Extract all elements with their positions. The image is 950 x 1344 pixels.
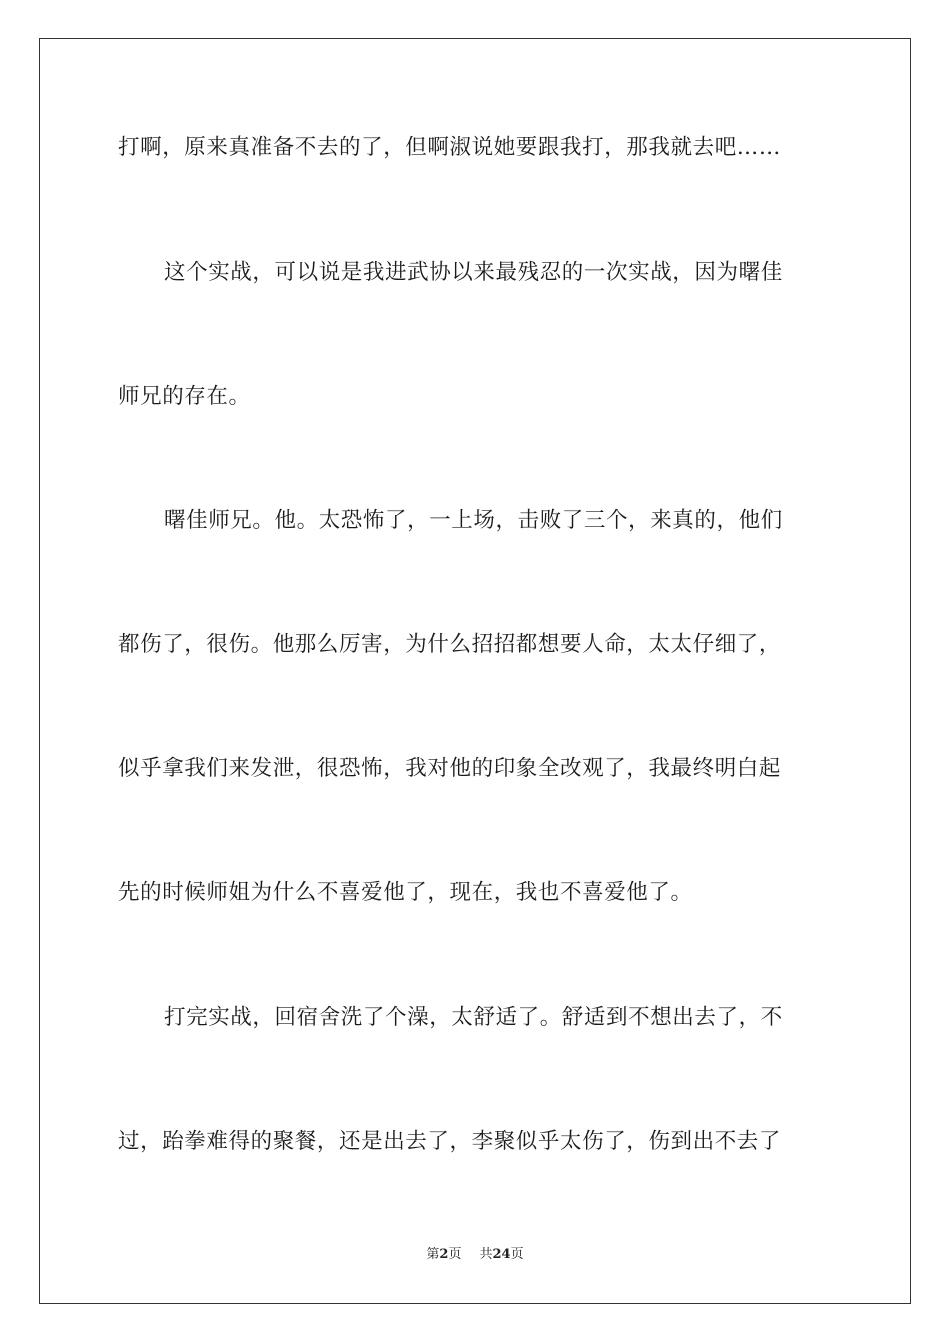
footer-page-suffix: 页: [448, 1247, 462, 1262]
text-line-8: 打完实战，回宿舍洗了个澡，太舒适了。舒适到不想出去了，不: [164, 1005, 783, 1030]
footer-page-prefix: 第: [426, 1247, 440, 1262]
footer-total-suffix: 页: [510, 1247, 524, 1262]
text-line-4: 曙佳师兄。他。太恐怖了，一上场，击败了三个，来真的，他们: [164, 508, 783, 533]
footer-total-pages: 24: [492, 1247, 511, 1262]
text-line-6: 似乎拿我们来发泄，很恐怖，我对他的印象全改观了，我最终明白起: [118, 756, 782, 781]
footer-total-prefix: 共: [479, 1247, 493, 1262]
text-line-5: 都伤了，很伤。他那么厉害，为什么招招都想要人命，太太仔细了，: [118, 632, 782, 657]
text-line-3: 师兄的存在。: [118, 384, 251, 409]
text-line-9: 过，跆拳难得的聚餐，还是出去了，李聚似乎太伤了，伤到出不去了: [118, 1129, 782, 1154]
page-border: [39, 38, 911, 1304]
text-line-2: 这个实战，可以说是我进武协以来最残忍的一次实战，因为曙佳: [164, 260, 783, 285]
text-line-1: 打啊，原来真准备不去的了，但啊淑说她要跟我打，那我就去吧……: [118, 135, 782, 160]
footer-page-number: 2: [439, 1247, 449, 1262]
text-line-7: 先的时候师姐为什么不喜爱他了，现在，我也不喜爱他了。: [118, 880, 693, 905]
page-footer: [0, 1246, 950, 1264]
